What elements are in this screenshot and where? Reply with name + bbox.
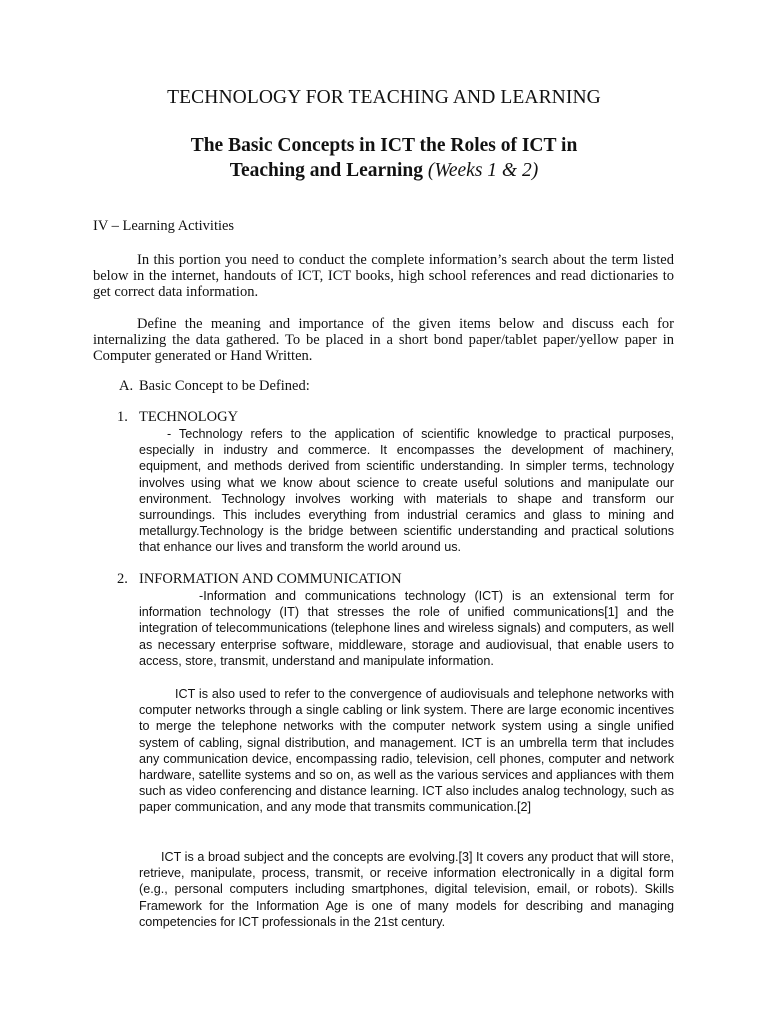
- lesson-subtitle: [0, 133, 768, 183]
- item-1-heading: [117, 409, 238, 426]
- subtitle-line-1: The Basic Concepts in ICT the Roles of ICT in: [190, 135, 578, 156]
- section-heading: IV – Learning Activities: [93, 218, 235, 234]
- item-2-paragraph-1: [139, 588, 674, 669]
- item-1-marker: 1.: [117, 409, 128, 425]
- item-2-paragraph-2-text: ICT is also used to refer to the convergence of audiovisuals and telephone networks with computer networks through a single cabling or link system. There are large economic incentives to merge the telephone networks with the computer network system using a single unified system of cabling, signal distribution, and management. ICT is an umbrella term that includes any communication device, encompassing radio, television, cell phones, computer and network hardware, satellite systems and so on, as well as the various services and appliances with them such as video conferencing and distance learning. ICT also includes analog technology, such as paper communication, and any mode that transmits communication.[2]: [139, 687, 674, 815]
- list-item-a: [119, 378, 310, 395]
- item-2-paragraph-1-text: -Information and communications technology (ICT) is an extensional term for information technology (IT) that stresses the role of unified communications[1] and the integration of telecommunications (telephone lines and wireless signals) and computers, as well as necessary enterprise software, middleware, storage and audiovisual, that enable users to access, store, transmit, understand and manipulate information.: [139, 589, 674, 668]
- intro-paragraph-1-text: In this portion you need to conduct the complete information’s search about the term listed below in the internet, handouts of ICT, ICT books, high school references and read dictionaries to get correct data information.: [93, 252, 674, 300]
- item-2-heading: [117, 571, 402, 588]
- item-1-paragraph-1-text: - Technology refers to the application of scientific knowledge to practical purposes, especially in industry and commerce. It encompasses the development of machinery, equipment, and methods derived from scientific understanding. In simpler terms, technology involves using what we know about science to create useful solutions and manipulate our environment. Technology involves working with materials to shape and transform our surroundings. This includes everything from industrial ceramics and glass to mining and metallurgy.Technology is the bridge between scientific understanding and practical solutions that enhance our lives and transform the world around us.: [139, 427, 674, 555]
- intro-paragraph-1: [93, 252, 674, 300]
- item-1-paragraph-1: [139, 426, 674, 556]
- item-2-marker: 2.: [117, 571, 128, 587]
- intro-paragraph-2: [93, 316, 674, 364]
- subtitle-line-2: Teaching and Learning: [229, 160, 424, 181]
- list-item-a-text: Basic Concept to be Defined:: [139, 378, 310, 394]
- list-item-a-marker: A.: [119, 378, 134, 394]
- document-title: TECHNOLOGY FOR TEACHING AND LEARNING: [167, 87, 601, 108]
- item-1-heading-text: TECHNOLOGY: [139, 409, 239, 425]
- item-2-heading-text: INFORMATION AND COMMUNICATION: [139, 571, 402, 587]
- item-2-paragraph-2: [139, 686, 674, 816]
- intro-paragraph-2-text: Define the meaning and importance of the given items below and discuss each for internalizing the data gathered. To be placed in a short bond paper/tablet paper/yellow paper in Computer generated or Hand Written.: [93, 316, 674, 364]
- item-2-paragraph-3-text: ICT is a broad subject and the concepts are evolving.[3] It covers any product that will store, retrieve, manipulate, process, transmit, or receive information electronically in a digital form (e.g., personal computers including smartphones, digital television, email, or robots). Skills Framework for the Information Age is one of many models for describing and managing competencies for ICT professionals in the 21st century.: [139, 850, 674, 929]
- subtitle-weeks: (Weeks 1 & 2): [427, 160, 539, 181]
- item-2-paragraph-3: [139, 849, 674, 930]
